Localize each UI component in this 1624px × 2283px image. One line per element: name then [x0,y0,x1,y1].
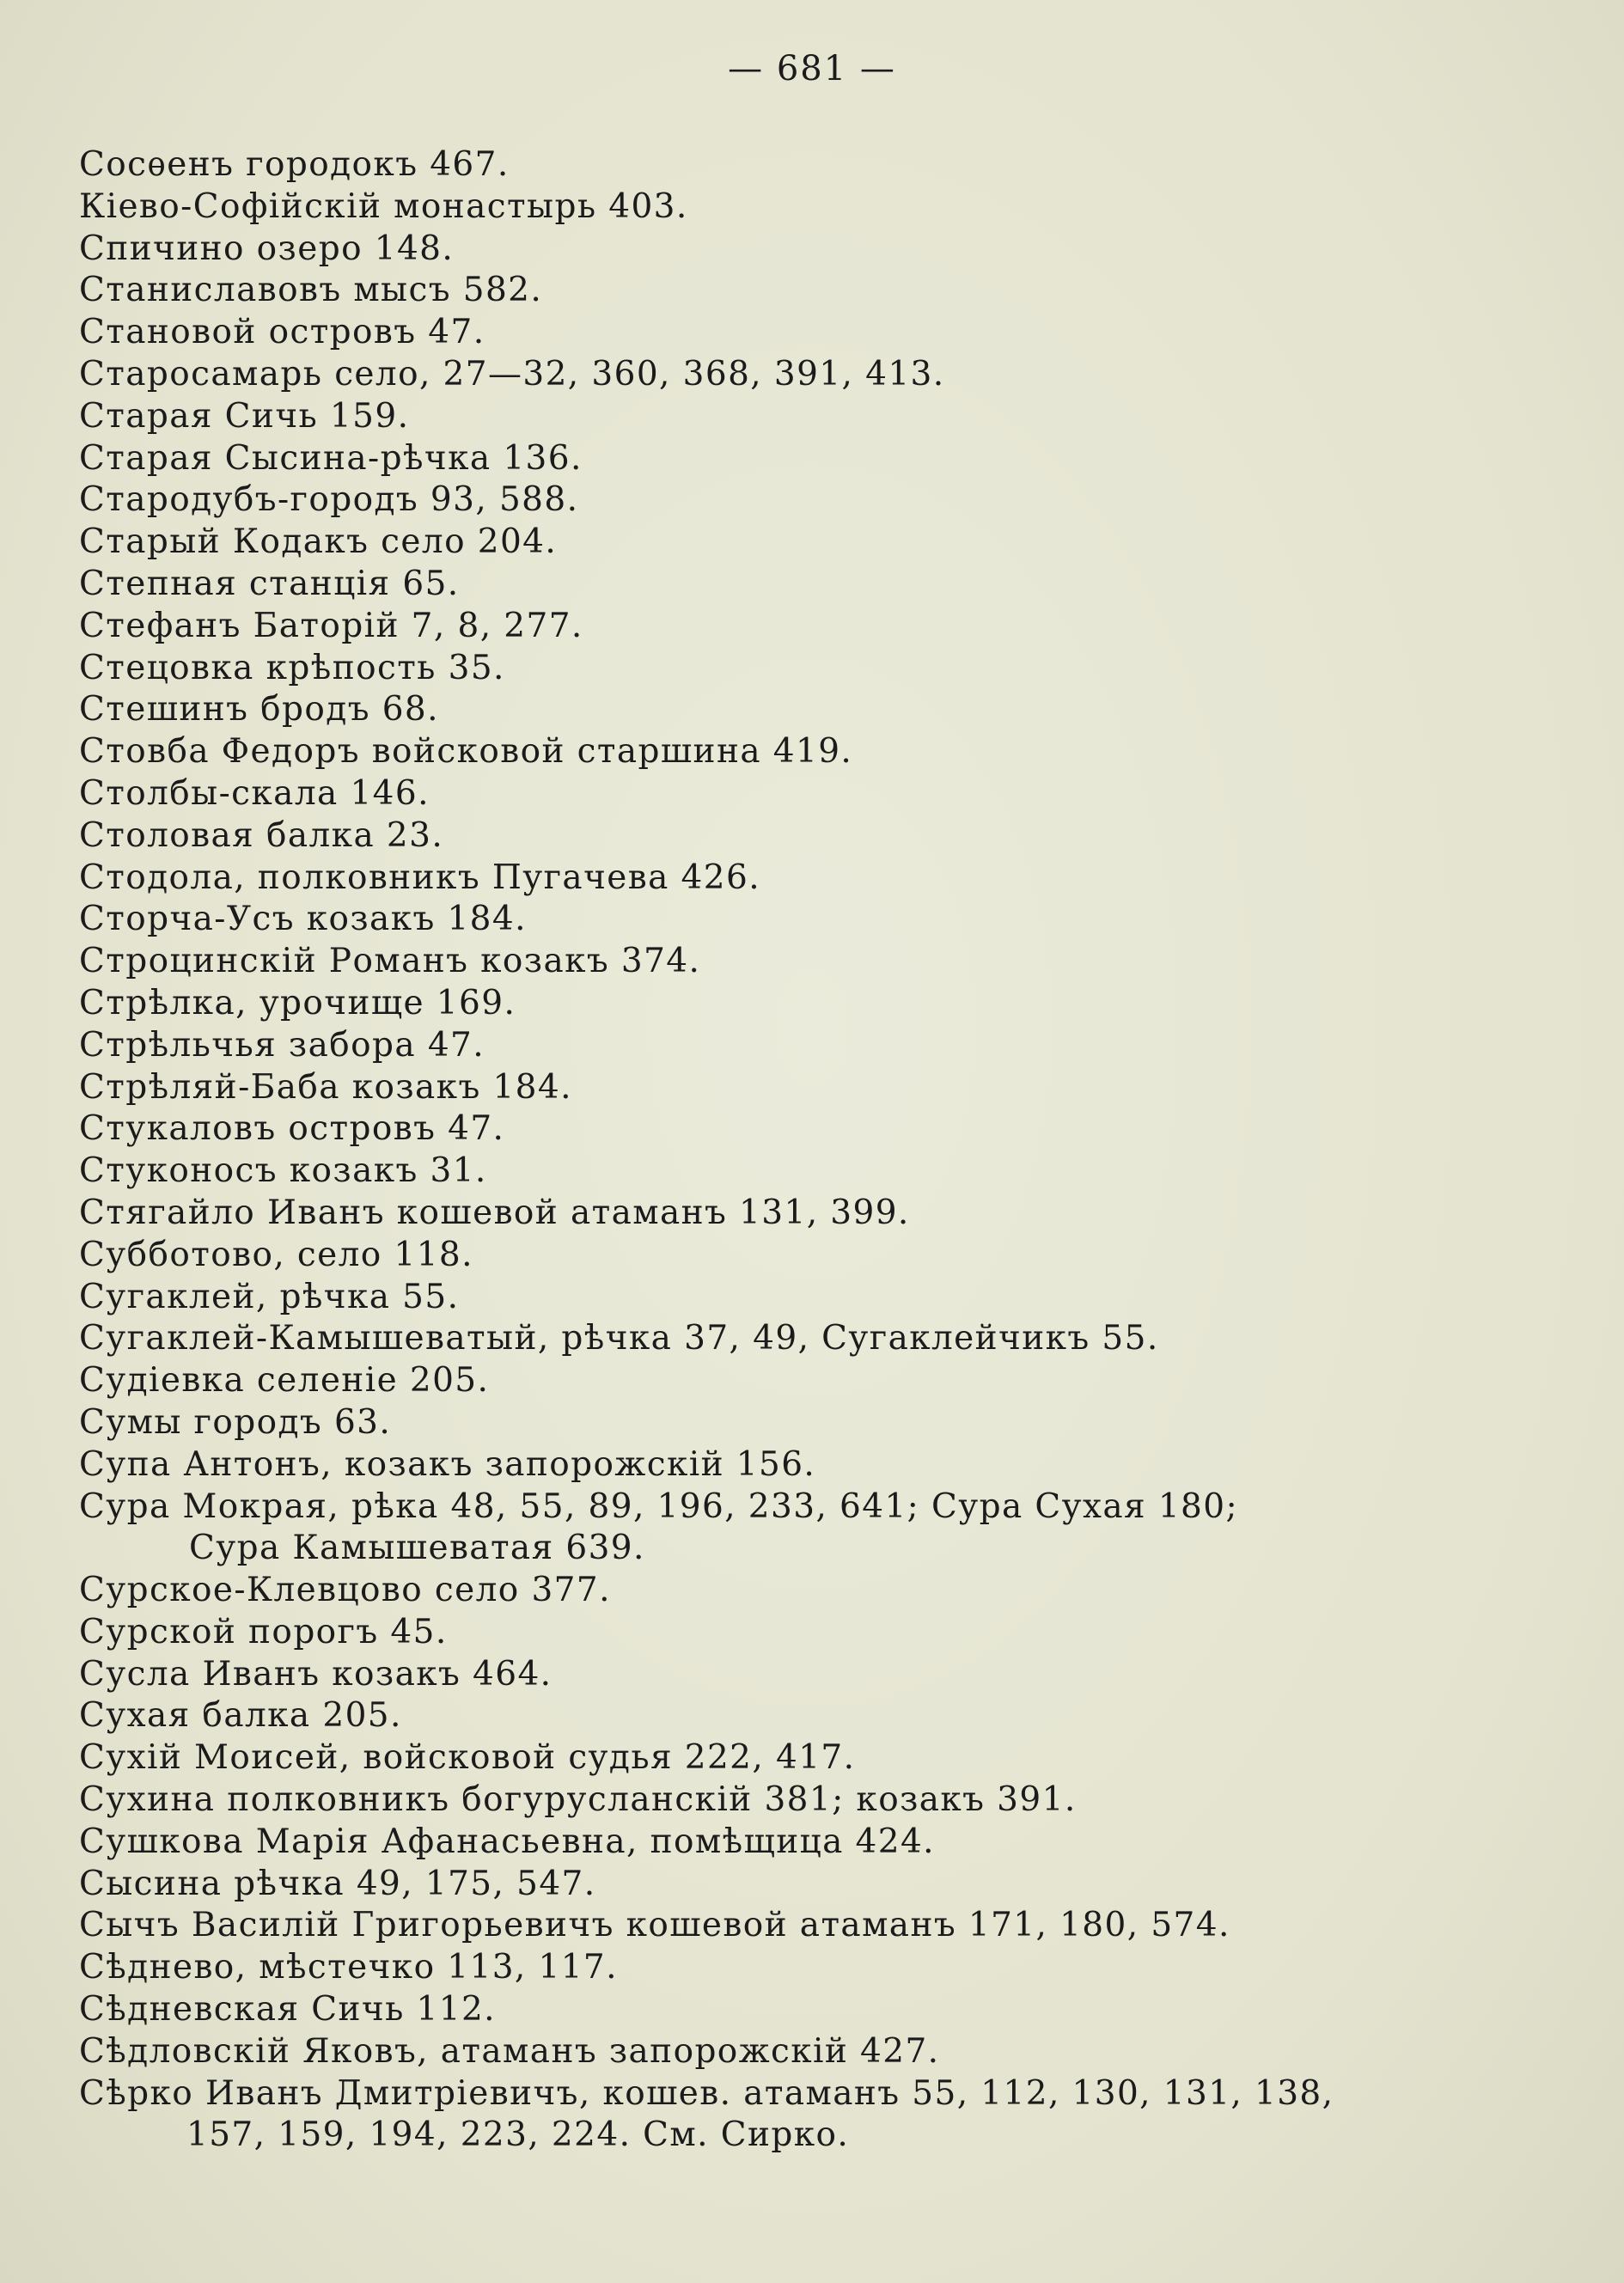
index-entry [79,354,1540,396]
index-entry [79,1277,1540,1319]
entry-text: Сурское-Клевцово село 377. [79,1571,611,1610]
index-entry [79,186,1540,229]
entry-text: Сухій Моисей, войсковой судья 222, 417. [79,1738,856,1778]
entry-text: Сугаклей, рѣчка 55. [79,1277,460,1316]
index-entry [79,1822,1540,1864]
index-entry [79,1318,1540,1360]
index-entry [79,648,1540,690]
index-entry [79,1947,1540,1989]
entry-text: Кіево-Софійскій монастырь 403. [79,186,688,226]
entry-text: Становой островъ 47. [79,313,485,352]
entry-text: Стешинъ бродъ 68. [79,690,439,729]
entry-text: Станиславовъ мысъ 582. [79,271,543,310]
index-entry [79,1654,1540,1696]
index-entry [79,229,1540,271]
index-entry [79,312,1540,354]
page-number: — 681 — [728,49,896,89]
index-entry [79,1235,1540,1277]
entry-text: Сура Мокрая, рѣка 48, 55, 89, 196, 233, 641; Сура Сухая 180; [79,1486,1239,1526]
index-entry [79,1737,1540,1779]
entry-text: Сурской порогъ 45. [79,1612,448,1651]
entry-continuation: 157, 159, 194, 223, 224. См. Сирко. [186,2115,850,2155]
entry-text: Стукаловъ островъ 47. [79,1109,505,1149]
index-entry [79,689,1540,731]
index-entry [79,606,1540,648]
entry-text: Судіевка селеніе 205. [79,1361,490,1401]
index-entry [79,1067,1540,1109]
entry-text: Субботово, село 118. [79,1235,473,1274]
entry-text: Строцинскій Романъ козакъ 374. [79,942,701,981]
entry-text: Сѣдловскій Яковъ, атаманъ запорожскій 427. [79,2031,940,2071]
index-entry [79,1025,1540,1067]
index-entry [79,1193,1540,1235]
index-entry [79,2073,1540,2158]
index-entry [79,731,1540,773]
entry-text: Сушкова Марія Афанасьевна, помѣщица 424. [79,1822,935,1861]
entry-text: Сухая балка 205. [79,1696,402,1736]
entry-text: Супа Антонъ, козакъ запорожскій 156. [79,1444,816,1484]
entry-text: Сусла Иванъ козакъ 464. [79,1654,553,1694]
index-entry [79,941,1540,983]
entry-text: Сычъ Василій Григорьевичъ кошевой атаманъ 171, 180, 574. [79,1906,1230,1945]
index-entry [79,899,1540,941]
entry-text: Сѣрко Иванъ Дмитріевичъ, кошев. атаманъ 55, 112, 130, 131, 138, [79,2073,1334,2113]
entry-text: Сторча-Усъ козакъ 184. [79,900,527,939]
index-entry [79,815,1540,858]
index-entry [79,983,1540,1025]
entry-text: Сѣдневская Сичь 112. [79,1990,496,2030]
entry-text: Сосѳенъ городокъ 467. [79,145,510,184]
entry-text: Старая Сичь 159. [79,396,410,436]
index-entry [79,1444,1540,1486]
index-entry [79,479,1540,522]
index-entry [79,858,1540,900]
index-entry [79,1360,1540,1402]
index-entry [79,1151,1540,1193]
entry-text: Стефанъ Баторій 7, 8, 277. [79,606,583,645]
entry-text: Стовба Федоръ войсковой старшина 419. [79,732,853,772]
entry-text: Стецовка крѣпость 35. [79,648,505,687]
entry-text: Сугаклей-Камышеватый, рѣчка 37, 49, Сугаклейчикъ 55. [79,1319,1159,1358]
index-entry [79,1402,1540,1444]
index-entries [79,144,1540,2157]
index-entry [79,1612,1540,1654]
entry-text: Столовая балка 23. [79,815,444,855]
entry-text: Старосамарь село, 27—32, 360, 368, 391, 413. [79,354,945,394]
entry-text: Стрѣльчья забора 47. [79,1025,485,1065]
entry-text: Сысина рѣчка 49, 175, 547. [79,1864,596,1903]
index-entry [79,1864,1540,1906]
index-entry [79,396,1540,438]
index-entry [79,2031,1540,2073]
entry-text: Стодола, полковникъ Пугачева 426. [79,858,760,897]
index-entry [79,1779,1540,1822]
index-entry [79,1108,1540,1151]
index-entry [79,1486,1540,1571]
entry-text: Столбы-скала 146. [79,773,430,813]
entry-text: Сухина полковникъ богурусланскій 381; козакъ 391. [79,1780,1077,1820]
index-entry [79,144,1540,186]
entry-text: Спичино озеро 148. [79,229,455,268]
index-entry [79,270,1540,312]
index-entry [79,773,1540,815]
entry-continuation: Сура Камышеватая 639. [189,1529,645,1568]
entry-text: Стуконосъ козакъ 31. [79,1151,487,1191]
index-entry [79,1695,1540,1737]
entry-text: Стародубъ-городъ 93, 588. [79,480,579,520]
index-entry [79,1570,1540,1612]
entry-text: Стрѣляй-Баба козакъ 184. [79,1067,572,1107]
entry-text: Стягайло Иванъ кошевой атаманъ 131, 399. [79,1193,910,1232]
entry-text: Стрѣлка, урочище 169. [79,983,516,1022]
entry-text: Сумы городъ 63. [79,1402,392,1442]
entry-text: Сѣднево, мѣстечко 113, 117. [79,1948,618,1987]
index-entry [79,564,1540,606]
entry-text: Старый Кодакъ село 204. [79,522,558,562]
index-entry [79,438,1540,480]
index-entry [79,1989,1540,2031]
index-entry [79,1905,1540,1947]
entry-text: Степная станція 65. [79,564,460,603]
index-entry [79,522,1540,564]
entry-text: Старая Сысина-рѣчка 136. [79,438,583,478]
